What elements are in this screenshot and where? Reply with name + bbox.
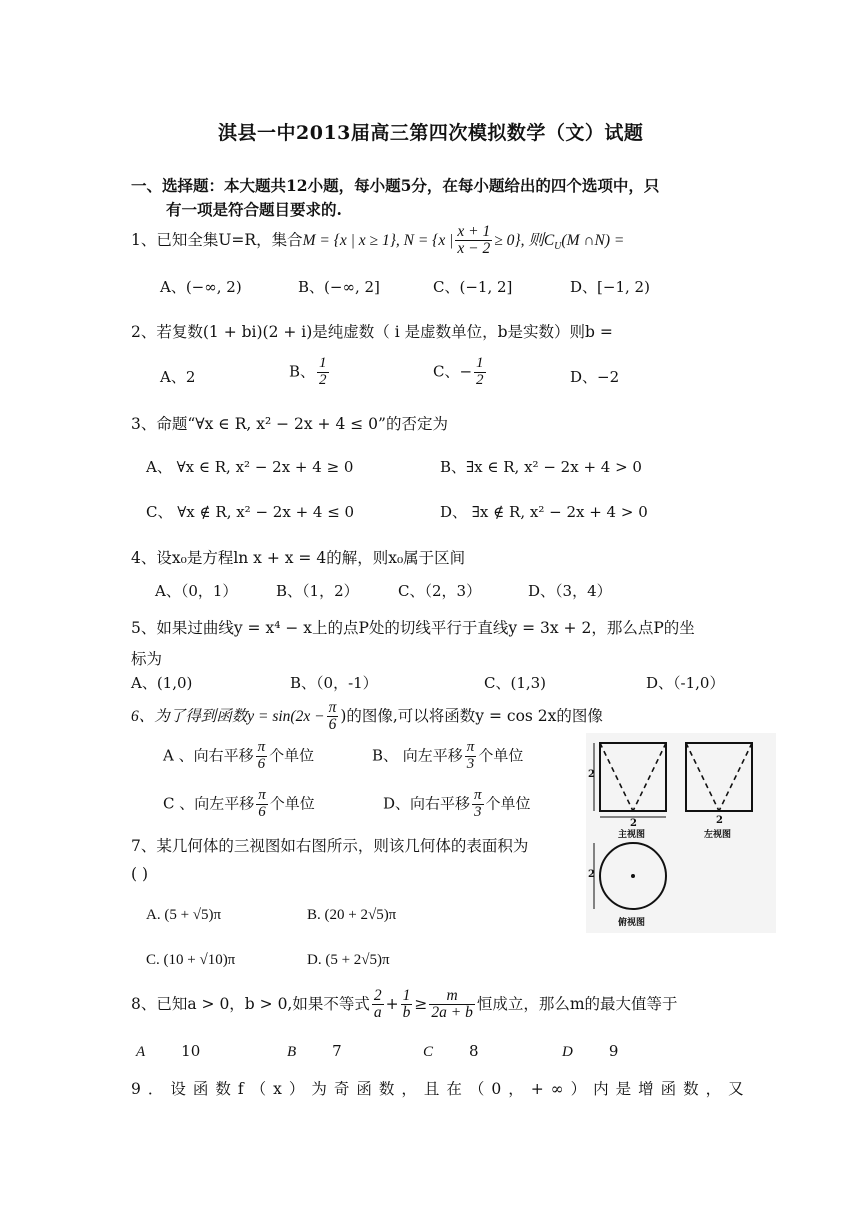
q8-a-value: 10: [181, 1042, 201, 1060]
q6-b-frac: [465, 740, 477, 773]
q7-option-d: D. (5 + 2√5)π: [307, 952, 390, 968]
question-4-stem: 4、设x₀是方程ln x + x = 4的解，则x₀属于区间: [131, 549, 466, 567]
q6-option-c: [163, 788, 315, 821]
q8-d-value: 9: [608, 1042, 619, 1060]
q6-c-frac: [256, 788, 268, 821]
q8-frac-1: [372, 988, 384, 1022]
q1-option-a: A、(−∞, 2): [160, 278, 242, 296]
question-9-stem: 9．设函数f（x）为奇函数，且在（0，+∞）内是增函数，又: [131, 1080, 751, 1098]
q6-a-post: 个单位: [269, 746, 315, 765]
q8-frac-3: [429, 988, 474, 1022]
q6-b-post: 个单位: [478, 746, 524, 765]
q3-option-d: D、 ∃x ∉ R, x² − 2x + 4 > 0: [440, 503, 648, 521]
q2-b-num: 1: [319, 355, 327, 371]
q2-option-d: D、−2: [570, 368, 620, 386]
q1-fraction: [455, 224, 492, 258]
question-2-stem: 2、若复数(1 + bi)(2 + i)是纯虚数（ i 是虚数单位，b是实数）则b =: [131, 323, 613, 341]
q4-option-b: B、（1，2）: [276, 582, 359, 600]
q7-option-b: B. (20 + 2√5)π: [307, 907, 397, 923]
q8-f2-den: b: [402, 1004, 411, 1022]
q2-b-den: 2: [319, 371, 327, 388]
three-view-figure: [586, 733, 776, 933]
q2-option-a: A、2: [160, 368, 196, 386]
question-7-paren: ( ): [131, 865, 149, 883]
q1-frac-den: x − 2: [457, 240, 491, 258]
q6-b-den: 3: [466, 755, 475, 772]
q6-option-a: [163, 740, 314, 773]
q8-frac-2: [401, 988, 413, 1022]
q6-c-pre: C 、向左平移: [163, 794, 255, 813]
q6-d-frac: [472, 788, 484, 821]
q6-a-frac: [256, 740, 268, 773]
q6-a-den: 6: [257, 755, 266, 772]
q6-c-post: 个单位: [269, 794, 315, 813]
q2-option-b: [289, 356, 331, 389]
q2-option-c-frac: [474, 356, 486, 389]
q6-d-pre: D、向右平移: [383, 794, 471, 813]
q6-b-pre: B、 向左平移: [372, 746, 463, 765]
three-view-drawing: [586, 733, 776, 933]
q3-option-a: A、 ∀x ∈ R, x² − 2x + 4 ≥ 0: [146, 458, 354, 476]
q8-f2-num: 1: [402, 987, 411, 1004]
q6-option-d: [383, 788, 531, 821]
q1-option-d: D、[−1, 2): [570, 278, 650, 296]
q8-d-letter: D: [562, 1044, 573, 1060]
q6-d-num: π: [474, 787, 482, 803]
page-title: 淇县一中2013届高三第四次模拟数学（文）试题: [218, 122, 644, 144]
q8-stem-b: 恒成立，那么m的最大值等于: [476, 994, 678, 1013]
question-8-stem: [131, 988, 678, 1022]
q7-option-a: A. (5 + √5)π: [146, 907, 222, 923]
q8-f1-den: a: [373, 1004, 382, 1022]
q6-a-pre: A 、向右平移: [163, 746, 254, 765]
question-6-stem: [131, 700, 603, 734]
q6-d-post: 个单位: [485, 794, 531, 813]
front-view: [594, 743, 666, 817]
q3-option-b: B、∃x ∈ R, x² − 2x + 4 > 0: [440, 458, 642, 476]
q8-stem-a: 8、已知a > 0，b > 0,如果不等式: [131, 994, 370, 1013]
q2-option-b-frac: [317, 356, 329, 389]
front-view-width: 2: [630, 818, 637, 829]
q8-option-a: [136, 1042, 200, 1061]
q2-option-b-label: B、: [289, 362, 316, 381]
q4-option-d: D、（3，4）: [528, 582, 612, 600]
q1-stem-a: 1、已知全集U=R，集合: [131, 230, 303, 249]
q1-sub-u: U: [554, 240, 562, 252]
top-view: [594, 843, 666, 909]
section-heading: 一、选择题：本大题共12小题，每小题5分，在每小题给出的四个选项中，只: [131, 176, 660, 195]
q6-a-num: π: [257, 739, 266, 755]
side-view-label: 左视图: [704, 830, 732, 840]
q1-sets: M = {x | x ≥ 1}, N = {x |: [302, 231, 454, 249]
q4-option-a: A、（0，1）: [155, 582, 238, 600]
q4-option-c: C、（2，3）: [398, 582, 482, 600]
q6-stem-num: π: [328, 699, 337, 716]
q5-option-a: A、(1,0): [131, 674, 193, 692]
q6-option-b: [372, 740, 523, 773]
q8-f1-num: 2: [373, 987, 382, 1004]
q6-c-num: π: [258, 787, 266, 803]
question-7-stem: 7、某几何体的三视图如右图所示，则该几何体的表面积为: [131, 837, 529, 855]
q8-b-value: 7: [332, 1042, 342, 1060]
q7-option-c: C. (10 + √10)π: [146, 952, 236, 968]
top-view-height: 2: [588, 869, 595, 880]
q6-c-den: 6: [258, 803, 266, 820]
q8-f3-num: m: [429, 988, 474, 1005]
q8-option-c: [423, 1042, 479, 1061]
q6-stem-b: )的图像,可以将函数y = cos 2x的图像: [340, 706, 603, 725]
q2-c-den: 2: [476, 371, 484, 388]
q1-option-b: B、(−∞, 2]: [298, 278, 380, 296]
q8-a-letter: A: [136, 1044, 146, 1060]
q8-option-b: [287, 1042, 342, 1061]
question-5-stem-cont: 标为: [131, 650, 163, 668]
q3-option-c: C、 ∀x ∉ R, x² − 2x + 4 ≤ 0: [146, 503, 355, 521]
question-1-stem: [131, 224, 624, 258]
q1-stem-c: (M ∩N) =: [561, 231, 625, 249]
q8-geq: ≥: [414, 994, 428, 1013]
question-3-stem: 3、命题“∀x ∈ R, x² − 2x + 4 ≤ 0”的否定为: [131, 415, 448, 433]
q1-frac-num: x + 1: [457, 223, 491, 240]
q8-f3-den: 2a + b: [431, 1004, 473, 1022]
q6-stem-den: 6: [328, 716, 337, 734]
top-view-label: 俯视图: [618, 918, 646, 928]
front-view-height: 2: [588, 769, 595, 780]
q6-stem-frac: [327, 700, 339, 734]
q5-option-d: D、（-1,0）: [646, 674, 725, 692]
q5-option-c: C、(1,3): [484, 674, 547, 692]
q2-option-c: [433, 356, 488, 389]
q6-b-num: π: [466, 739, 475, 755]
q8-b-letter: B: [287, 1044, 297, 1060]
q1-stem-b: ≥ 0}, 则C: [494, 231, 555, 249]
side-view: [686, 743, 752, 811]
q8-c-value: 8: [469, 1042, 479, 1060]
q6-stem-a: 6、为了得到函数y = sin(2x −: [131, 707, 325, 725]
side-view-width: 2: [716, 815, 723, 826]
q2-c-num: 1: [476, 355, 484, 371]
question-5-stem: 5、如果过曲线y = x⁴ − x上的点P处的切线平行于直线y = 3x + 2，那么点P的坐: [131, 619, 695, 637]
q8-plus: +: [385, 994, 399, 1013]
q8-option-d: [562, 1042, 618, 1061]
q8-c-letter: C: [423, 1044, 434, 1060]
q5-option-b: B、（0，-1）: [290, 674, 378, 692]
q1-option-c: C、(−1, 2]: [433, 278, 513, 296]
q6-d-den: 3: [474, 803, 482, 820]
q2-option-c-label: C、−: [433, 362, 473, 381]
section-heading-cont: 有一项是符合题目要求的.: [166, 200, 342, 219]
front-view-label: 主视图: [618, 830, 646, 840]
